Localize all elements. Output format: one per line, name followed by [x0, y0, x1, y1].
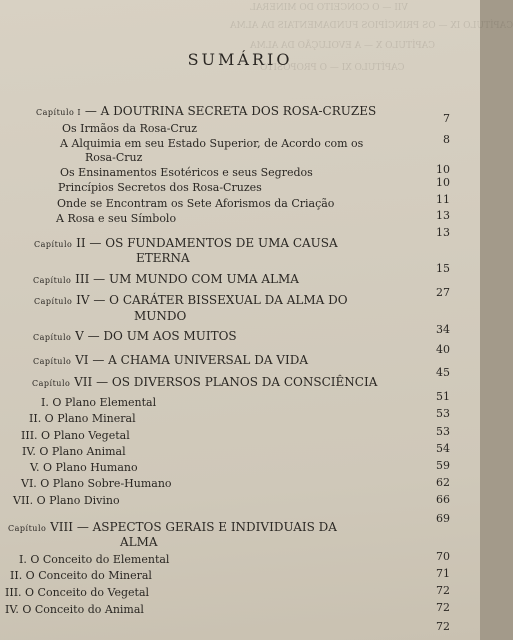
- entry-text: A Alquimia em seu Estado Superior, de Acordo com os: [60, 137, 364, 150]
- section-line: [21, 477, 172, 491]
- bleed-line: VII — O CONCEITO DO MINERAL: [250, 3, 408, 13]
- chapter-line: [34, 236, 338, 252]
- page-number: 71: [436, 567, 450, 580]
- entry-text: III. O Conceito do Vegetal: [5, 586, 150, 599]
- section-line: [58, 181, 262, 195]
- page-number: 13: [436, 226, 450, 239]
- entry-text: V. O Plano Humano: [30, 461, 138, 474]
- section-line: [85, 151, 142, 165]
- entry-text: Onde se Encontram os Sete Aforismos da Criação: [57, 197, 335, 210]
- section-line: [56, 212, 176, 226]
- entry-text: I. O Conceito do Elemental: [19, 553, 170, 566]
- chapter-label: Capítulo: [33, 357, 72, 366]
- entry-text: IV. O Plano Animal: [22, 445, 126, 458]
- chapter-line: [120, 535, 158, 549]
- chapter-line: [33, 272, 299, 288]
- entry-text: Rosa-Cruz: [85, 151, 143, 164]
- section-line: [19, 553, 169, 567]
- section-line: [41, 396, 156, 410]
- chapter-label: Capítulo: [34, 240, 73, 249]
- page-number: 8: [443, 133, 450, 146]
- chapter-line: [34, 293, 348, 309]
- entry-text: Os Ensinamentos Esotéricos e seus Segredos: [60, 166, 313, 179]
- chapter-label: Capítulo: [33, 333, 72, 342]
- entry-text: — A DOUTRINA SECRETA DOS ROSA-CRUZES: [81, 104, 377, 118]
- page-number: 66: [436, 493, 450, 506]
- entry-text: II. O Plano Mineral: [29, 412, 136, 425]
- section-line: [10, 569, 152, 583]
- entry-text: A Rosa e seu Símbolo: [56, 212, 177, 225]
- entry-text: IV. O Conceito do Animal: [5, 603, 144, 616]
- entry-text: III — UM MUNDO COM UMA ALMA: [71, 272, 299, 286]
- page-number: 15: [436, 262, 450, 275]
- chapter-line: [33, 329, 237, 345]
- entry-text: III. O Plano Vegetal: [21, 429, 130, 442]
- chapter-label: Capítulo: [33, 276, 72, 285]
- section-line: [5, 586, 149, 600]
- page-number: 69: [436, 512, 450, 525]
- chapter-line: [136, 251, 190, 265]
- page-number: 27: [436, 286, 450, 299]
- entry-text: IV — O CARÁTER BISSEXUAL DA ALMA DO: [72, 293, 348, 307]
- page-number: 72: [436, 620, 450, 633]
- page-number: 72: [436, 584, 450, 597]
- page-number: 53: [436, 425, 450, 438]
- bleed-line: CAPÍTULO IX — OS PRINCÍPIOS FUNDAMENTAIS DA ALMA: [230, 21, 513, 31]
- chapter-line: [8, 520, 337, 536]
- entry-text: ETERNA: [136, 251, 190, 265]
- page-number: 10: [436, 163, 450, 176]
- entry-text: ALMA: [120, 535, 158, 549]
- section-line: [29, 412, 136, 426]
- chapter-line: [33, 353, 308, 369]
- entry-text: VI — A CHAMA UNIVERSAL DA VIDA: [71, 353, 309, 367]
- page-number: 53: [436, 407, 450, 420]
- entry-text: VII. O Plano Divino: [13, 494, 120, 507]
- bleed-line: CAPÍTULO X — A EVOLUÇÃO DA ALMA: [250, 41, 436, 51]
- page-number: 7: [443, 112, 450, 125]
- section-line: [30, 461, 138, 475]
- entry-text: MUNDO: [134, 309, 187, 323]
- page-number: 54: [436, 442, 450, 455]
- page-number: 62: [436, 476, 450, 489]
- page-number: 11: [436, 193, 450, 206]
- entry-text: V — DO UM AOS MUITOS: [71, 329, 237, 343]
- section-line: [13, 494, 120, 508]
- chapter-label: Capítulo: [32, 379, 71, 388]
- page-number: 45: [436, 366, 450, 379]
- page-number: 34: [436, 323, 450, 336]
- page-number: 51: [436, 390, 450, 403]
- section-line: [21, 429, 130, 443]
- show-through-text: [0, 0, 513, 90]
- chapter-label: Capítulo I: [36, 108, 82, 117]
- chapter-label: Capítulo: [8, 524, 47, 533]
- entry-text: VII — OS DIVERSOS PLANOS DA CONSCIÊNCIA: [70, 375, 378, 389]
- section-line: [57, 197, 334, 211]
- page-title: SUMÁRIO: [187, 50, 293, 69]
- section-line: [62, 122, 197, 136]
- bleed-line: CAPÍTULO XI — O PROPÓSITO: [260, 63, 405, 73]
- page-number: 40: [436, 343, 450, 356]
- chapter-line: [36, 104, 376, 120]
- section-line: [22, 445, 126, 459]
- page-number: 10: [436, 176, 450, 189]
- section-line: [60, 137, 363, 151]
- chapter-line: [32, 375, 377, 391]
- entry-text: VI. O Plano Sobre-Humano: [21, 477, 172, 490]
- page-number: 13: [436, 209, 450, 222]
- page-number: 72: [436, 601, 450, 614]
- section-line: [60, 166, 313, 180]
- entry-text: II — OS FUNDAMENTOS DE UMA CAUSA: [72, 236, 338, 250]
- page-number: 70: [436, 550, 450, 563]
- chapter-label: Capítulo: [34, 297, 73, 306]
- section-line: [5, 603, 144, 617]
- entry-text: I. O Plano Elemental: [41, 396, 157, 409]
- entry-text: Princípios Secretos dos Rosa-Cruzes: [58, 181, 262, 194]
- chapter-line: [134, 309, 186, 323]
- entry-text: Os Irmãos da Rosa-Cruz: [62, 122, 197, 135]
- entry-text: VIII — ASPECTOS GERAIS E INDIVIDUAIS DA: [46, 520, 337, 534]
- page-number: 59: [436, 459, 450, 472]
- entry-text: II. O Conceito do Mineral: [10, 569, 152, 582]
